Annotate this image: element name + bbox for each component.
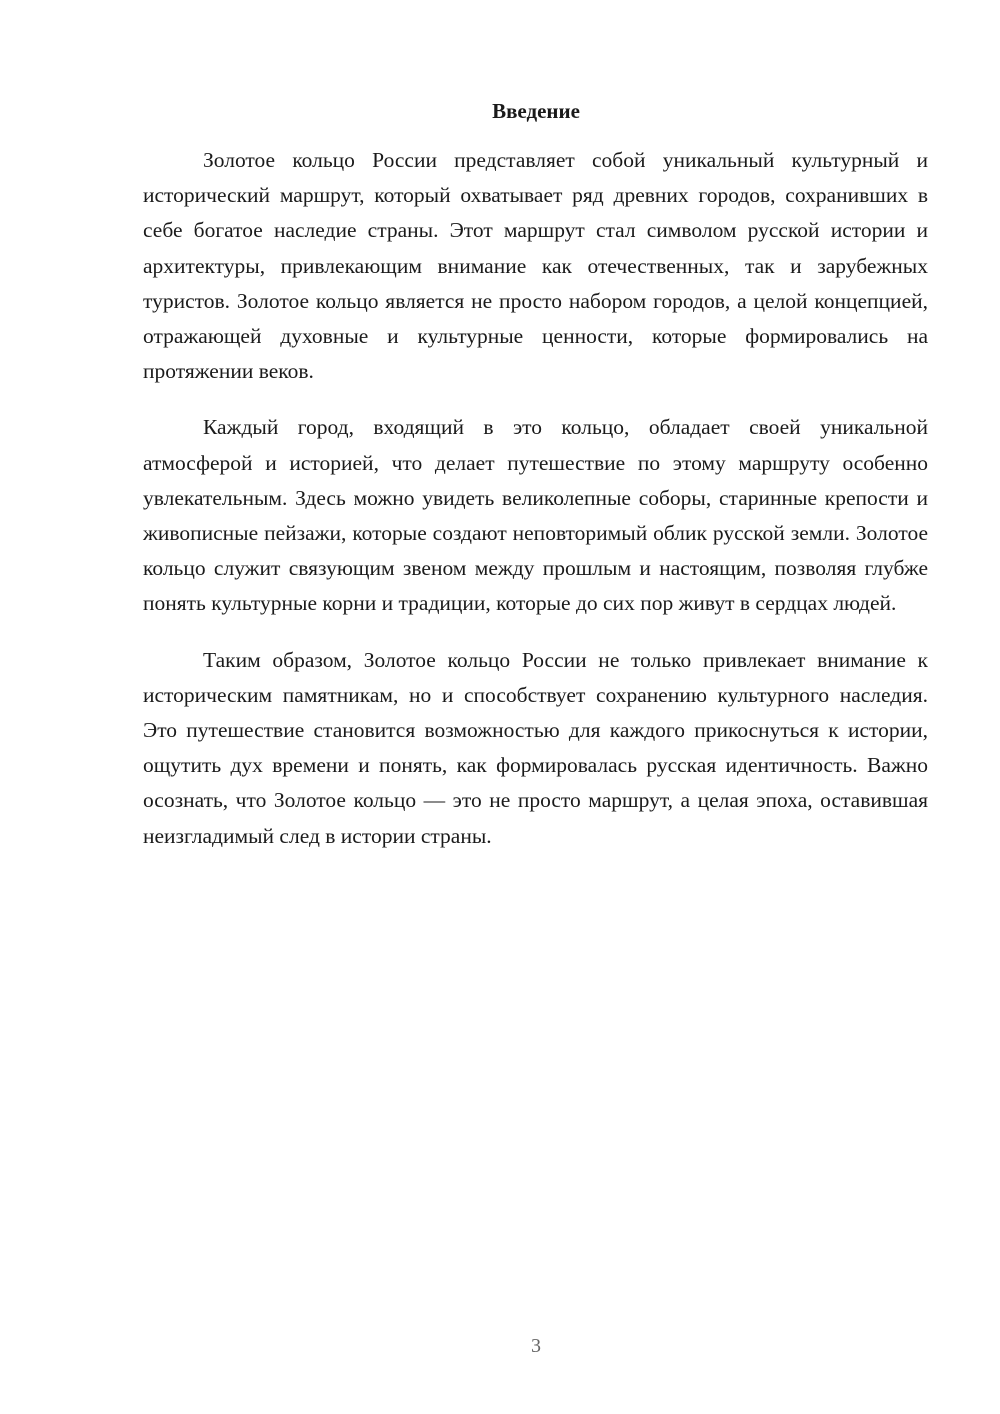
page-number: 3 xyxy=(531,1335,541,1357)
paragraph-cities: Каждый город, входящий в это кольцо, обладает своей уникальной атмосферой и историей, что делает путешествие по этому маршруту особенно увлекательным. Здесь можно увидеть великолепные соборы, старинные крепости и живописные пейзажи, которые создают неповторимый облик русской земли. Золотое кольцо служит связующим звеном между прошлым и настоящим, позволяя глубже понять культурные корни и традиции, которые до сих пор живут в сердцах людей. xyxy=(143,415,928,616)
paragraph-conclusion: Таким образом, Золотое кольцо России не только привлекает внимание к историческим памятникам, но и способствует сохранению культурного наследия. Это путешествие становится возможностью для каждого прикоснуться к истории, ощутить дух времени и понять, как формировалась русская идентичность. Важно осознать, что Золотое кольцо — это не просто маршрут, а целая эпоха, оставившая неизгладимый след в истории страны. xyxy=(143,647,928,848)
section-heading: Введение xyxy=(492,99,580,123)
body-text xyxy=(143,143,928,875)
paragraph-intro: Золотое кольцо России представляет собой уникальный культурный и исторический маршрут, который охватывает ряд древних городов, сохранивших в себе богатое наследие страны. Этот маршрут стал символом русской истории и архитектуры, привлекающим внимание как отечественных, так и зарубежных туристов. Золотое кольцо является не просто набором городов, а целой концепцией, отражающей духовные и культурные ценности, которые формировались на протяжении веков. xyxy=(143,148,928,384)
